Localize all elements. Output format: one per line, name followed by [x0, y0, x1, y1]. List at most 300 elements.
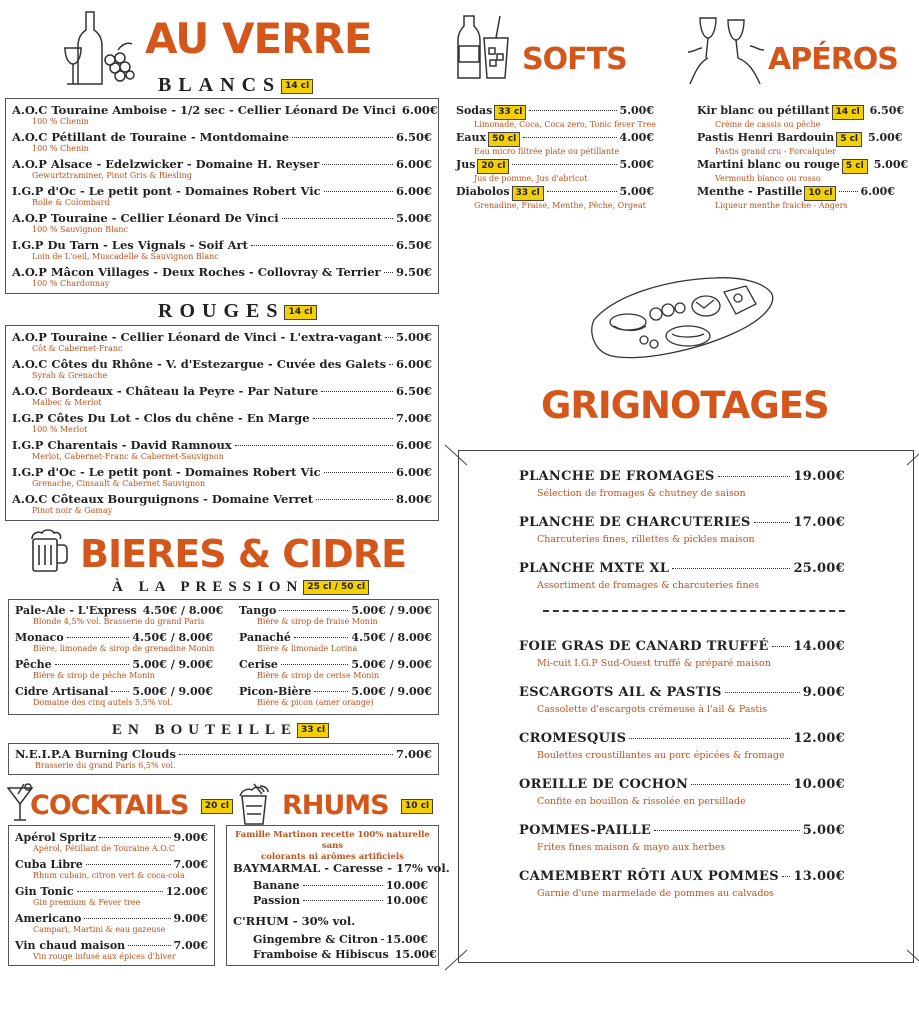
menu-item-desc: Grenadine, Fraise, Menthe, Pêche, Orgeat [474, 201, 646, 210]
menu-item-name: Pastis Henri Bardouin [697, 131, 835, 144]
menu-item-line [15, 604, 224, 617]
menu-item-desc: Domaine des cinq autels 5,5% vol. [33, 698, 173, 707]
menu-item [12, 330, 432, 354]
menu-item-price: 5.00€ [619, 158, 654, 171]
dot-leader [324, 190, 393, 192]
menu-item-line [239, 685, 432, 698]
grignotage-line [519, 639, 845, 654]
menu-item [15, 831, 208, 854]
menu-item-price: 5.00€ [868, 131, 903, 144]
menu-item-line [12, 103, 438, 117]
menu-item [12, 238, 432, 262]
dot-leader [303, 899, 383, 901]
menu-item [697, 185, 895, 211]
menu-item-name: Picon-Bière [239, 685, 312, 698]
menu-item [15, 912, 208, 935]
rouges-list [5, 325, 439, 521]
menu-item-line [12, 465, 432, 479]
dot-leader [235, 444, 393, 446]
grignotage-item [519, 561, 845, 591]
dot-leader [111, 690, 129, 692]
menu-item [15, 631, 213, 654]
menu-item-line [697, 104, 905, 120]
dot-leader [529, 109, 616, 111]
rouges-heading [158, 300, 317, 323]
dot-leader [839, 190, 857, 192]
menu-item-desc: Merlot, Cabernet-Franc & Cabernet-Sauvignon [32, 452, 224, 461]
dot-leader [316, 498, 393, 500]
cheers-glasses-icon [686, 14, 766, 90]
grignotage-line [519, 869, 845, 884]
dot-leader [512, 163, 616, 165]
grignotage-price: 25.00€ [793, 561, 845, 576]
menu-item-price: 9.00€ [173, 831, 208, 844]
menu-item [12, 103, 438, 127]
menu-item-line [12, 265, 432, 279]
grignotage-item [519, 515, 845, 545]
grignotage-price: 13.00€ [793, 869, 845, 884]
menu-item-price: 9.50€ [395, 265, 432, 279]
menu-item-line [456, 185, 654, 201]
menu-item-line [12, 130, 432, 144]
menu-item-name: A.O.P Mâcon Villages - Deux Roches - Collovray & Terrier [12, 265, 381, 279]
menu-item-badge: 50 cl [488, 132, 520, 147]
menu-item-price: 5.00€ / 9.00€ [351, 685, 432, 698]
menu-item-desc: Eau micro filtrée plate ou pétillante [474, 147, 620, 156]
grignotage-price: 14.00€ [793, 639, 845, 654]
grignotage-desc: Frites fines maison & mayo aux herbes [537, 842, 726, 853]
grignotage-desc: Assortiment de fromages & charcuteries fines [537, 580, 760, 591]
menu-item [15, 858, 208, 881]
grignotage-line [519, 685, 845, 700]
grignotage-name: OREILLE DE COCHON [519, 777, 689, 792]
rhums-badge: 10 cl [401, 799, 433, 814]
menu-item-line [253, 933, 428, 946]
menu-item-name: A.O.P Touraine - Cellier Léonard de Vinci - L'extra-vagant [12, 330, 383, 344]
menu-item-desc: Gewurtztraminer, Pinot Gris & Riesling [32, 171, 192, 180]
grignotage-line [519, 515, 845, 530]
menu-item-desc: 100 % Merlot [32, 425, 88, 434]
pression-badge: 25 cl / 50 cl [303, 580, 369, 595]
dot-leader [324, 471, 393, 473]
grignotage-desc: Boulettes croustillantes au porc épicées & fromage [537, 750, 785, 761]
menu-item-line [15, 885, 208, 898]
menu-item-line [12, 438, 432, 452]
menu-item [15, 747, 432, 771]
menu-item-name: I.G.P Charentais - David Ramnoux [12, 438, 232, 452]
grignotage-name: POMMES-PAILLE [519, 823, 652, 838]
menu-item-price: 7.00€ [173, 858, 208, 871]
menu-item-line [12, 184, 432, 198]
menu-item-name: Pêche [15, 658, 52, 671]
menu-item-line [456, 131, 654, 147]
grignotage-desc: Confite en bouillon & rissolée en persillade [537, 796, 746, 807]
menu-item-line [12, 330, 432, 344]
grignotage-item [519, 469, 845, 499]
menu-item-badge: 14 cl [832, 105, 864, 120]
menu-item-badge: 33 cl [512, 186, 544, 201]
rhums-intro-line-1: Famille Martinon recette 100% naturelle sans [235, 830, 430, 851]
menu-item-line [239, 631, 432, 644]
menu-item [12, 465, 432, 489]
menu-item-price: 12.00€ [165, 885, 208, 898]
bouteille-heading [112, 722, 329, 739]
menu-item-badge: 5 cl [836, 132, 862, 147]
aperos-list [697, 104, 909, 214]
dot-leader [725, 691, 800, 693]
dot-leader [321, 390, 393, 392]
blancs-heading [158, 74, 313, 97]
menu-item-line [12, 411, 432, 425]
menu-item-name: Eaux [456, 131, 487, 144]
menu-item-line [697, 158, 909, 174]
menu-item [239, 631, 432, 654]
grignotage-name: CROMESQUIS [519, 731, 627, 746]
menu-item-line [239, 604, 432, 617]
menu-item-desc: Bière & sirop de pêche Monin [33, 671, 155, 680]
menu-item-name: A.O.C Bordeaux - Château la Peyre - Par Nature [12, 384, 319, 398]
menu-item-desc: 100 % Chardonnay [32, 279, 110, 288]
menu-item-price: 6.00€ [395, 465, 432, 479]
menu-item-line [697, 185, 895, 201]
menu-item-price: 4.50€ / 8.00€ [142, 604, 224, 617]
menu-item-desc: Pinot noir & Gamay [32, 506, 113, 515]
menu-item-name: A.O.P Alsace - Edelzwicker - Domaine H. Reyser [12, 157, 320, 171]
menu-item-price: 10.00€ [385, 879, 428, 892]
menu-item [253, 879, 428, 892]
menu-item-desc: Bière & sirop de fraise Monin [257, 617, 378, 626]
menu-item-price: 15.00€ [394, 948, 437, 961]
dot-leader [303, 884, 383, 886]
menu-item-price: 4.00€ [619, 131, 654, 144]
menu-item [15, 604, 224, 627]
menu-item [697, 131, 903, 157]
aperos-title: APÉROS [768, 42, 898, 77]
grignotage-item [519, 731, 845, 761]
menu-item-name: Tango [239, 604, 277, 617]
rouges-label: ROUGES [158, 300, 285, 322]
grignotage-price: 5.00€ [802, 823, 845, 838]
menu-item-desc: Vin rouge infusé aux épices d'hiver [33, 952, 176, 961]
dot-leader [292, 136, 393, 138]
menu-item-desc: Bière & picon (amer orange) [257, 698, 374, 707]
menu-item-line [697, 131, 903, 147]
menu-item [15, 939, 208, 962]
grignotage-desc: Charcuteries fines, rillettes & pickles maison [537, 534, 755, 545]
rhums-intro-line-2: colorants ni arômes artificiels [261, 852, 404, 862]
menu-item-price: 15.00€ [385, 933, 428, 946]
grignotage-name: FOIE GRAS DE CANARD TRUFFÉ [519, 639, 769, 654]
menu-item-desc: Bière & limonade Lorina [257, 644, 358, 653]
menu-item-name: Americano [15, 912, 82, 925]
menu-item-line [12, 211, 432, 225]
menu-item-line [253, 879, 428, 892]
dot-leader [99, 836, 170, 838]
menu-item-desc: Grenache, Cinsault & Cabernet Sauvignon [32, 479, 206, 488]
grignotage-item [519, 869, 845, 899]
grignotage-desc: Mi-cuit I.G.P Sud-Ouest truffé & préparé maison [537, 658, 771, 669]
menu-item-desc: Loin de L'oeil, Muscadelle & Sauvignon Blanc [32, 252, 219, 261]
menu-item-line [15, 939, 208, 952]
menu-item-price: 6.00€ [395, 357, 432, 371]
menu-item-price: 6.50€ [395, 384, 432, 398]
menu-item-name: N.E.I.P.A Burning Clouds [15, 747, 176, 761]
grignotage-price: 12.00€ [793, 731, 845, 746]
menu-item-name: Passion [253, 894, 301, 907]
menu-item-desc: Bière, limonade & sirop de grenadine Monin [33, 644, 215, 653]
menu-item [15, 685, 213, 708]
dot-leader [77, 890, 163, 892]
menu-item-name: Jus [456, 158, 476, 171]
menu-item-price: 4.50€ / 8.00€ [351, 631, 432, 644]
menu-item [456, 104, 657, 130]
menu-item-price: 6.50€ [395, 130, 432, 144]
grignotage-name: PLANCHE DE CHARCUTERIES [519, 515, 751, 530]
menu-item [15, 658, 213, 681]
rhums-brand-1: BAYMARMAL - Caresse - 17% vol. [233, 861, 450, 875]
menu-item-price: 5.00€ [395, 211, 432, 225]
dot-leader [385, 336, 393, 338]
grignotage-item [519, 823, 845, 853]
menu-item-desc: Malbec & Merlot [32, 398, 102, 407]
menu-item-line [15, 658, 213, 671]
beer-mug-icon [28, 527, 70, 575]
menu-item-name: I.G.P Côtes Du Lot - Clos du chêne - En Marge [12, 411, 310, 425]
menu-item-price: 5.00€ [619, 104, 654, 117]
menu-item [12, 130, 432, 154]
dot-leader [281, 663, 349, 665]
menu-item-name: A.O.C Côteaux Bourguignons - Domaine Verret [12, 492, 314, 506]
dot-leader [294, 636, 348, 638]
grignotage-desc: Cassolette d'escargots crémeuse à l'ail & Pastis [537, 704, 768, 715]
menu-item-name: Cerise [239, 658, 278, 671]
menu-item-name: Diabolos [456, 185, 510, 198]
dot-leader [782, 875, 791, 877]
cocktails-title-text: COCKTAILS [30, 790, 189, 821]
grignotage-price: 19.00€ [793, 469, 845, 484]
menu-item-name: Framboise & Hibiscus [253, 948, 389, 961]
grignotage-name: ESCARGOTS AIL & PASTIS [519, 685, 722, 700]
menu-item-name: Kir blanc ou pétillant [697, 104, 830, 117]
menu-item-line [15, 747, 432, 761]
menu-item-name: I.G.P Du Tarn - Les Vignals - Soif Art [12, 238, 248, 252]
grignotages-title: GRIGNOTAGES [541, 384, 829, 427]
menu-item-line [456, 104, 654, 120]
grignotage-name: PLANCHE DE FROMAGES [519, 469, 715, 484]
dot-leader [718, 475, 791, 477]
grignotage-name: CAMEMBERT RÔTI AUX POMMES [519, 869, 779, 884]
menu-item-price: 5.00€ [395, 330, 432, 344]
dot-leader [251, 244, 393, 246]
menu-item-price: 10.00€ [385, 894, 428, 907]
menu-item-desc: Syrah & Grenache [32, 371, 108, 380]
menu-item-name: Martini blanc ou rouge [697, 158, 840, 171]
pression-heading [112, 579, 369, 596]
menu-item [12, 265, 432, 289]
menu-item [253, 894, 428, 907]
cocktails-title [30, 790, 233, 821]
rhums-list [226, 825, 450, 966]
menu-item-price: 8.00€ [395, 492, 432, 506]
menu-item-price: 4.50€ / 8.00€ [132, 631, 213, 644]
menu-item [253, 948, 437, 961]
dot-leader [67, 636, 130, 638]
menu-item [456, 158, 654, 184]
menu-item-price: 6.00€ [395, 184, 432, 198]
grignotage-price: 9.00€ [802, 685, 845, 700]
menu-item-line [15, 831, 208, 844]
menu-item-desc: Côt & Cabernet-Franc [32, 344, 123, 353]
menu-item [15, 885, 208, 908]
menu-item-line [15, 685, 213, 698]
section-divider [543, 610, 845, 612]
pression-list [8, 599, 439, 715]
rouges-badge: 14 cl [284, 305, 316, 320]
menu-item-name: Vin chaud maison [15, 939, 126, 952]
softs-list [456, 104, 657, 214]
menu-item-line [253, 948, 437, 961]
menu-item-price: 5.00€ / 9.00€ [132, 685, 213, 698]
blancs-badge: 14 cl [281, 79, 313, 94]
grignotage-price: 17.00€ [793, 515, 845, 530]
menu-item-badge: 33 cl [494, 105, 526, 120]
menu-item-name: Cuba Libre [15, 858, 83, 871]
menu-item-desc: 100 % Sauvignon Blanc [32, 225, 129, 234]
blancs-list [5, 98, 439, 294]
menu-item-desc: Pastis grand cru - Forcalquier [715, 147, 837, 156]
rhums-brand-2: C'RHUM - 30% vol. [233, 914, 356, 928]
menu-item [12, 384, 432, 408]
wine-bottle-grapes-icon [58, 8, 138, 90]
menu-item-price: 7.00€ [395, 411, 432, 425]
grignotage-item [519, 777, 845, 807]
softs-title: SOFTS [522, 42, 627, 77]
grignotages-frame [458, 450, 914, 963]
menu-item [239, 658, 432, 681]
menu-item-desc: Jus de pomme, Jus d'abricot [474, 174, 588, 183]
menu-item-price: 5.00€ [873, 158, 909, 171]
menu-item-price: 7.00€ [395, 747, 432, 761]
rhums-title-text: RHUMS [282, 790, 389, 821]
menu-item [456, 131, 654, 157]
menu-item [12, 492, 432, 516]
menu-item-price: 6.50€ [869, 104, 905, 117]
grignotage-desc: Garnie d'une marmelade de pommes au calvados [537, 888, 775, 899]
menu-item-name: Banane [253, 879, 300, 892]
au-verre-title: AU VERRE [145, 14, 372, 63]
menu-item [456, 185, 654, 211]
menu-item-price: 6.00€ [401, 103, 438, 117]
menu-item-price: 6.00€ [860, 185, 895, 198]
menu-item-price: 5.00€ [619, 185, 654, 198]
menu-item-line [15, 631, 213, 644]
menu-item-desc: Rolle & Colombard [32, 198, 110, 207]
menu-item-name: Monaco [15, 631, 64, 644]
menu-item [12, 438, 432, 462]
dot-leader [672, 567, 790, 569]
soft-drinks-icon [456, 14, 514, 80]
blancs-label: BLANCS [158, 74, 282, 96]
menu-item-name: Pale-Ale - L'Express [15, 604, 137, 617]
menu-item-price: 6.50€ [395, 238, 432, 252]
dot-leader [313, 417, 393, 419]
grignotage-line [519, 823, 845, 838]
menu-item-desc: Blonde 4,5% vol. Brasserie du grand Paris [33, 617, 205, 626]
dot-leader [691, 783, 790, 785]
menu-item-price: 6.00€ [395, 438, 432, 452]
menu-item-name: A.O.P Touraine - Cellier Léonard De Vinci [12, 211, 279, 225]
menu-item-name: Gin Tonic [15, 885, 74, 898]
dot-leader [654, 829, 800, 831]
menu-item-desc: Limonade, Coca, Coca zero, Tonic fever Tree [474, 120, 657, 129]
menu-item-line [239, 658, 432, 671]
menu-item-badge: 10 cl [804, 186, 836, 201]
menu-item-name: I.G.P d'Oc - Le petit pont - Domaines Robert Vic [12, 465, 321, 479]
menu-item-badge: 5 cl [842, 159, 868, 174]
menu-item-name: Gingembre & Citron [253, 933, 379, 946]
menu-item-name: Menthe - Pastille [697, 185, 803, 198]
menu-item-name: Cidre Artisanal [15, 685, 109, 698]
menu-item-desc: Bière & sirop de cerise Monin [257, 671, 380, 680]
menu-item [12, 211, 432, 235]
rum-glass-icon [236, 782, 276, 826]
menu-item-line [12, 357, 432, 371]
dot-leader [279, 609, 348, 611]
menu-item-desc: Crème de cassis ou pêche [715, 120, 821, 129]
bieres-title: BIERES & CIDRE [80, 532, 407, 576]
menu-item-desc: Rhum cubain, citron vert & coca-cola [33, 871, 185, 880]
menu-item [239, 604, 432, 627]
grignotage-item [519, 639, 845, 669]
menu-item [12, 411, 432, 435]
dot-leader [547, 190, 617, 192]
menu-item-name: Sodas [456, 104, 493, 117]
menu-item [12, 157, 432, 181]
menu-item-name: A.O.C Touraine Amboise - 1/2 sec - Cellier Léonard De Vinci [12, 103, 396, 117]
dot-leader [389, 363, 393, 365]
menu-item-name: A.O.C Pétillant de Touraine - Montdomaine [12, 130, 290, 144]
menu-item-name: I.G.P d'Oc - Le petit pont - Domaines Robert Vic [12, 184, 321, 198]
dot-leader [384, 271, 393, 273]
menu-item-line [12, 238, 432, 252]
dot-leader [772, 645, 791, 647]
cocktails-list [8, 825, 215, 966]
grignotage-line [519, 777, 845, 792]
dot-leader [282, 217, 393, 219]
menu-item-desc: Gin premium & Fever tree [33, 898, 141, 907]
menu-item [697, 104, 905, 130]
bouteille-badge: 33 cl [297, 723, 329, 738]
menu-item-price: 5.00€ / 9.00€ [351, 658, 432, 671]
menu-item-line [456, 158, 654, 174]
dot-leader [55, 663, 130, 665]
menu-item-line [253, 894, 428, 907]
bouteille-list [8, 743, 439, 775]
dot-leader [754, 521, 791, 523]
menu-item-badge: 20 cl [477, 159, 509, 174]
menu-item-name: Apérol Spritz [15, 831, 97, 844]
dot-leader [86, 863, 171, 865]
food-platter-icon [588, 270, 776, 368]
dot-leader [84, 917, 170, 919]
menu-item-line [12, 492, 432, 506]
grignotage-line [519, 469, 845, 484]
dot-leader [381, 938, 383, 940]
menu-item-line [12, 384, 432, 398]
dot-leader [523, 136, 616, 138]
menu-item [239, 685, 432, 708]
menu-item-price: 5.00€ / 9.00€ [351, 604, 432, 617]
